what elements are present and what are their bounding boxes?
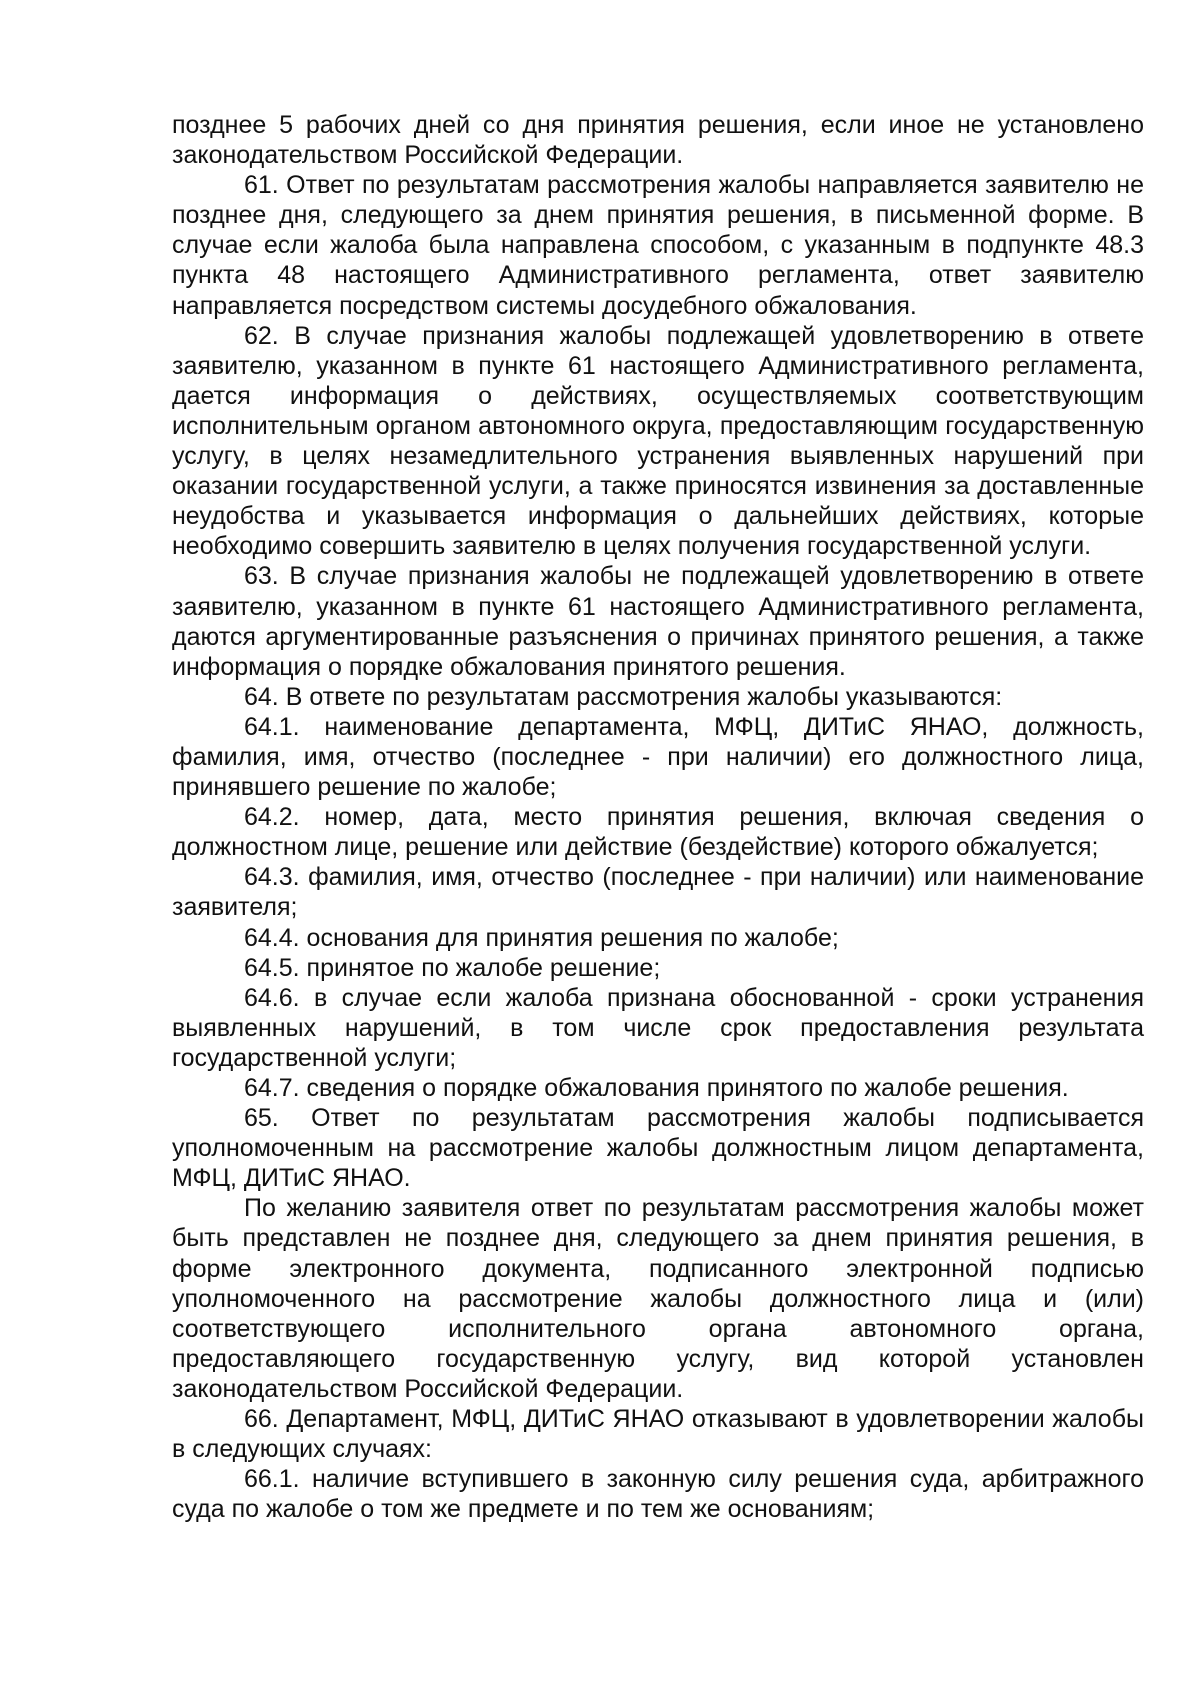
document-page: [172, 110, 1144, 1524]
paragraph-64-4: 64.4. основания для принятия решения по жалобе;: [244, 923, 839, 952]
paragraph-65: 65. Ответ по результатам рассмотрения жалобы подписывается уполномоченным на рассмотрение жалобы должностным лицом департамента, МФЦ, ДИТиС ЯНАО.: [172, 1104, 1144, 1193]
paragraph-64-3: 64.3. фамилия, имя, отчество (последнее - при наличии) или наименование заявителя;: [172, 863, 1144, 922]
paragraph-65-electronic: По желанию заявителя ответ по результатам рассмотрения жалобы может быть представлен не позднее дня, следующего за днем принятия решения, в форме электронного документа, подписанного электронной подписью уполномоченного на рассмотрение жалобы должностного лица и (или) соответствующего исполнительного органа автономного органа, предоставляющего государственную услугу, вид которой установлен законодательством Российской Федерации.: [172, 1194, 1144, 1403]
paragraph-64-6: 64.6. в случае если жалоба признана обоснованной - сроки устранения выявленных нарушений, в том числе срок предоставления результата государственной услуги;: [172, 983, 1144, 1072]
paragraph-63: 63. В случае признания жалобы не подлежащей удовлетворению в ответе заявителю, указанном в пункте 61 настоящего Административного регламента, даются аргументированные разъяснения о причинах принятого решения, а также информация о порядке обжалования принятого решения.: [172, 562, 1144, 681]
paragraph-64: 64. В ответе по результатам рассмотрения жалобы указываются:: [244, 682, 1003, 711]
paragraph-61: 61. Ответ по результатам рассмотрения жалобы направляется заявителю не позднее дня, следующего за днем принятия решения, в письменной форме. В случае если жалоба была направлена способом, с указанным в подпункте 48.3 пункта 48 настоящего Административного регламента, ответ заявителю направляется посредством системы досудебного обжалования.: [172, 171, 1144, 320]
paragraph-62: 62. В случае признания жалобы подлежащей удовлетворению в ответе заявителю, указанном в пункте 61 настоящего Административного регламента, дается информация о действиях, осуществляемых соответствующим исполнительным органом автономного округа, предоставляющим государственную услугу, в целях незамедлительного устранения выявленных нарушений при оказании государственной услуги, а также приносятся извинения за доставленные неудобства и указывается информация о дальнейших действиях, которые необходимо совершить заявителю в целях получения государственной услуги.: [172, 321, 1144, 561]
paragraph-66-1: 66.1. наличие вступившего в законную силу решения суда, арбитражного суда по жалобе о том же предмете и по тем же основаниям;: [172, 1465, 1144, 1524]
paragraph-64-7: 64.7. сведения о порядке обжалования принятого по жалобе решения.: [244, 1074, 1069, 1102]
paragraph-64-2: 64.2. номер, дата, место принятия решения, включая сведения о должностном лице, решение или действие (бездействие) которого обжалуется;: [172, 803, 1144, 862]
paragraph-64-1: 64.1. наименование департамента, МФЦ, ДИТиС ЯНАО, должность, фамилия, имя, отчество (последнее - при наличии) его должностного лица, принявшего решение по жалобе;: [172, 712, 1144, 802]
paragraph-continuation: позднее 5 рабочих дней со дня принятия решения, если иное не установлено законодательством Российской Федерации.: [172, 111, 1144, 170]
paragraph-66: 66. Департамент, МФЦ, ДИТиС ЯНАО отказывают в удовлетворении жалобы в следующих случаях:: [172, 1405, 1144, 1464]
paragraph-64-5: 64.5. принятое по жалобе решение;: [244, 953, 661, 982]
